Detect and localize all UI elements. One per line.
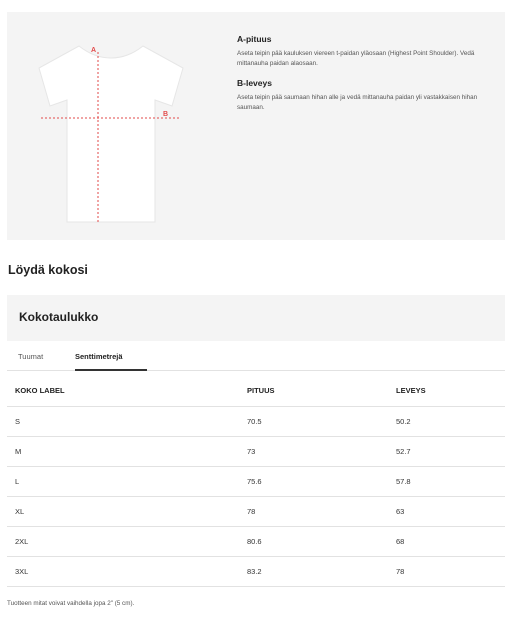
table-row <box>7 466 505 496</box>
a-length-description: Aseta teipin pää kauluksen viereen t-paidan yläosaan (Highest Point Shoulder). Vedä mittanauha paidan alaosaan. <box>237 50 475 67</box>
size-chart-title: Kokotaulukko <box>19 310 99 324</box>
size-variance-footnote: Tuotteen mitat voivat vaihdella jopa 2" (5 cm). <box>7 600 135 607</box>
tshirt-icon <box>39 46 183 222</box>
a-marker: A <box>91 47 97 54</box>
column-header-size: KOKO LABEL <box>7 376 239 406</box>
unit-tabs <box>7 346 505 371</box>
size-cell: S <box>7 406 239 436</box>
b-width-title: B-leveys <box>237 78 272 88</box>
size-cell: L <box>7 466 239 496</box>
length-cell: 75.6 <box>239 466 388 496</box>
size-cell: XL <box>7 496 239 526</box>
size-chart-header <box>7 295 505 341</box>
width-cell: 78 <box>388 556 505 586</box>
size-table <box>7 376 505 587</box>
b-width-description: Aseta teipin pää saumaan hihan alle ja vedä mittanauha paidan yli vastakkaisen hihan saumaan. <box>237 94 478 111</box>
b-marker: B <box>163 111 169 118</box>
column-header-length: PITUUS <box>239 376 388 406</box>
size-cell: 3XL <box>7 556 239 586</box>
a-length-title: A-pituus <box>237 34 272 44</box>
length-cell: 78 <box>239 496 388 526</box>
width-cell: 52.7 <box>388 436 505 466</box>
table-row <box>7 526 505 556</box>
size-cell: M <box>7 436 239 466</box>
size-cell: 2XL <box>7 526 239 556</box>
table-row <box>7 556 505 586</box>
column-header-width: LEVEYS <box>388 376 505 406</box>
table-row <box>7 406 505 436</box>
table-header-row <box>7 376 505 406</box>
find-your-size-heading: Löydä kokosi <box>8 263 88 277</box>
width-cell: 57.8 <box>388 466 505 496</box>
tshirt-diagram <box>31 36 191 226</box>
width-cell: 50.2 <box>388 406 505 436</box>
width-cell: 63 <box>388 496 505 526</box>
length-cell: 80.6 <box>239 526 388 556</box>
measurement-guide <box>7 12 505 240</box>
length-cell: 83.2 <box>239 556 388 586</box>
width-cell: 68 <box>388 526 505 556</box>
tab-centimeters[interactable]: Senttimetrejä <box>75 352 147 371</box>
table-row <box>7 496 505 526</box>
length-cell: 70.5 <box>239 406 388 436</box>
tab-inches[interactable]: Tuumat <box>18 352 44 361</box>
table-row <box>7 436 505 466</box>
length-cell: 73 <box>239 436 388 466</box>
